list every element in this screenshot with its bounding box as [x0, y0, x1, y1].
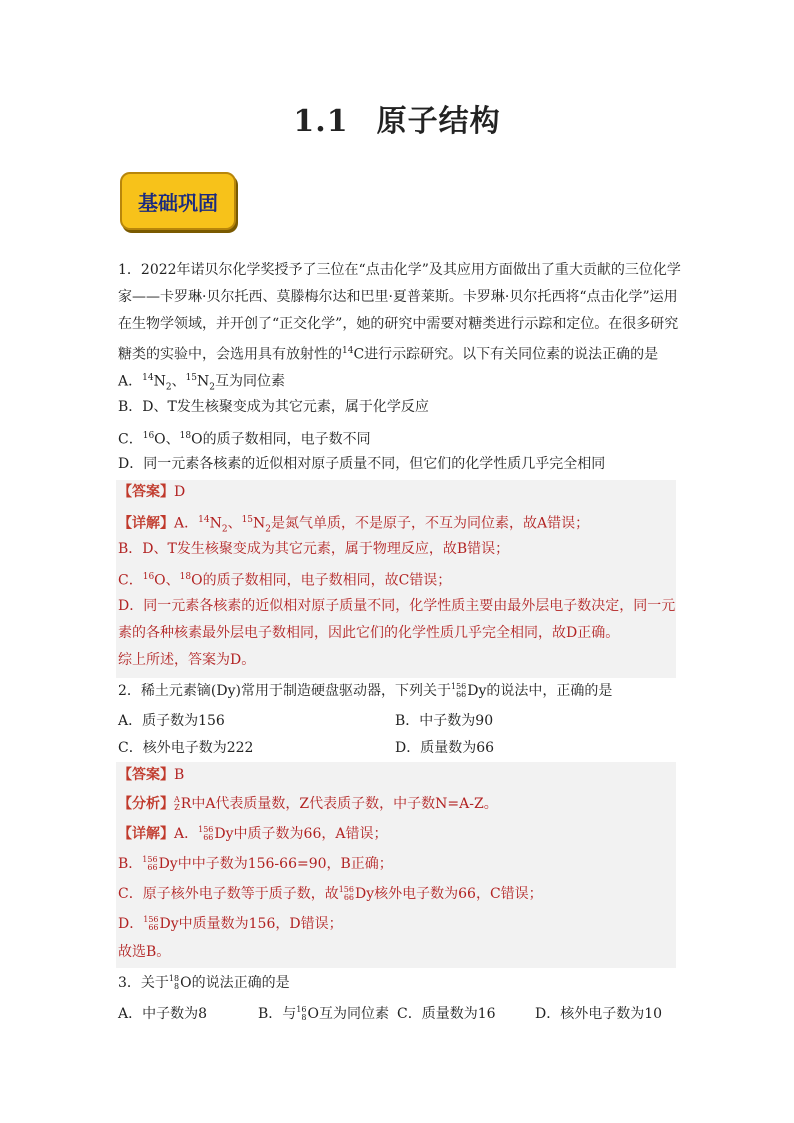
q3-stem: 3．关于 18 8 O的说法正确的是 — [118, 974, 290, 991]
q1-option-b: B．D、T发生核聚变成为其它元素，属于化学反应 — [118, 399, 429, 415]
q2-option-d: D．质量数为66 — [395, 740, 495, 756]
q1-detail-a: 【详解】A．$^{14}N_2$、$^{15}N_2$是氮气单质，不是原子，不互为同位素，故A错误； — [118, 515, 590, 535]
q3-option-a: A．中子数为8 — [118, 1006, 208, 1022]
q1-option-d: D．同一元素各核素的近似相对原子质量不同，但它们的化学性质几乎完全相同 — [118, 456, 606, 472]
q3-option-d: D．核外电子数为10 — [535, 1006, 663, 1022]
q2-summary: 故选B。 — [118, 944, 171, 960]
q3-option-b: B．与 16 8 O互为同位素 — [258, 1005, 389, 1022]
page-title — [0, 96, 794, 140]
q2-detail-d: D． 156 66 Dy中质量数为156，D错误； — [118, 915, 343, 932]
q1-stem-line-2: 家——卡罗琳·贝尔托西、莫滕梅尔达和巴里·夏普莱斯。卡罗琳·贝尔托西将“点击化学”运用 — [118, 289, 678, 305]
q1-stem-line-4: 糖类的实验中，会选用具有放射性的$^{14}$C进行示踪研究。以下有关同位素的说法正确的是 — [118, 346, 659, 363]
dy-isotope-notation: 156 66 — [450, 682, 467, 699]
q2-stem: 2．稀土元素镝(Dy)常用于制造硬盘驱动器，下列关于 156 66 Dy的说法中，正确的是 — [118, 682, 613, 699]
q1-answer: 【答案】D — [118, 484, 186, 500]
q1-stem-line-3: 在生物学领域，并开创了“正交化学”，她的研究中需要对糖类进行示踪和定位。在很多研究 — [118, 316, 679, 332]
q1-detail-c: C．$^{16}$O、$^{18}$O的质子数相同，电子数相同，故C错误； — [118, 572, 452, 589]
q2-analysis: 【分析】 A Z R中A代表质量数，Z代表质子数，中子数N=A-Z。 — [118, 795, 498, 812]
q1-option-c: C．$^{16}$O、$^{18}$O的质子数相同，电子数不同 — [118, 431, 371, 448]
title-number: 1.1 — [293, 104, 349, 139]
section-badge: 基础巩固 — [120, 172, 236, 230]
o18-isotope-notation: 18 8 — [168, 974, 180, 991]
q1-option-a: A．$^{14}N_2$、$^{15}N_2$互为同位素 — [118, 373, 285, 393]
q1-detail-d-line-2: 素的各种核素最外层电子数相同，因此它们的化学性质几乎完全相同，故D正确。 — [118, 625, 620, 641]
q2-detail-c: C．原子核外电子数等于质子数，故 156 66 Dy核外电子数为66，C错误； — [118, 885, 543, 902]
q1-stem-line-1: 1．2022年诺贝尔化学奖授予了三位在“点击化学”及其应用方面做出了重大贡献的三位化学 — [118, 262, 681, 278]
q3-option-c: C．质量数为16 — [397, 1006, 496, 1022]
q1-summary: 综上所述，答案为D。 — [118, 652, 256, 668]
q2-answer: 【答案】B — [118, 767, 185, 783]
q2-detail-a: 【详解】A． 156 66 Dy中质子数为66，A错误； — [118, 825, 388, 842]
q2-detail-b: B． 156 66 Dy中中子数为156-66=90，B正确； — [118, 855, 393, 872]
q2-option-a: A．质子数为156 — [118, 713, 225, 729]
q1-detail-d-line-1: D．同一元素各核素的近似相对原子质量不同，化学性质主要由最外层电子数决定，同一元 — [118, 598, 676, 614]
title-text: 原子结构 — [376, 104, 501, 139]
q1-detail-b: B．D、T发生核聚变成为其它元素，属于物理反应，故B错误； — [118, 541, 510, 557]
q2-option-c: C．核外电子数为222 — [118, 740, 254, 756]
q2-option-b: B．中子数为90 — [395, 713, 494, 729]
